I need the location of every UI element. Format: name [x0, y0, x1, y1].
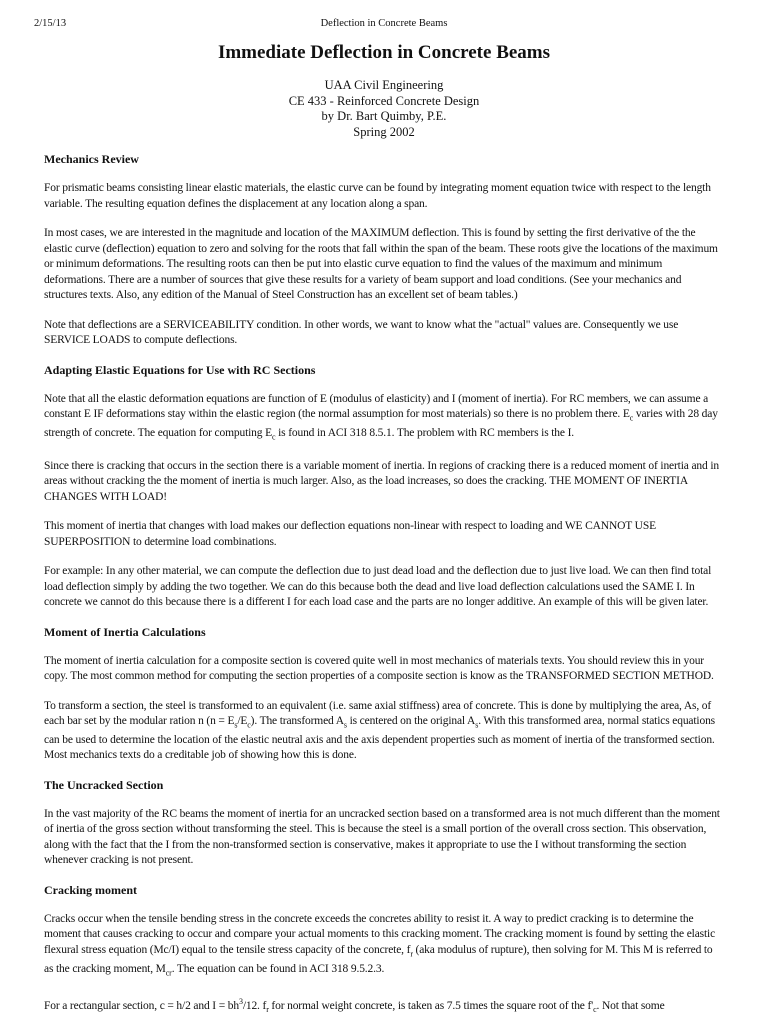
paragraph: In most cases, we are interested in the magnitude and location of the MAXIMUM deflection. This is found by setting the first derivative of the the elastic curve (deflection) equation to zero and solving for the roots that fall within the span of the beam. These roots give the locations of the maximum or minimum deformations. The resulting roots can then be put into elastic curve equation to find the values of the maximum and minimum deformations. There are a number of sources that give these results for a variety of beam support and load conditions. (See your mechanics and structures texts. Also, any edition of the Manual of Steel Construction has an excellent set of beam tables.) [44, 227, 718, 301]
paragraph-cut-off: For a rectangular section, c = h/2 and $I = bh^3/12$. $f_r$ for normal weight concrete, is taken as 7.5 times the square root of the $f'_c$. Not that some [44, 997, 665, 1015]
section-heading: Adapting Elastic Equations for Use with RC Sections [44, 362, 316, 377]
paragraph: In the vast majority of the RC beams the moment of inertia for an uncracked section based on a transformed area is not much different than the moment of inertia of the gross section without transforming the steel. This is because the steel is a small portion of the overall cross section. This observation, along with the fact that the I from the non-transformed section is conservative, makes it appropriate to use the I without transforming the section whenever cracking is not present. [44, 807, 720, 867]
byline-course: CE 433 - Reinforced Concrete Design [288, 93, 480, 108]
paragraph: Since there is cracking that occurs in the section there is a variable moment of inertia. In regions of cracking there is a reduced moment of inertia and in areas without cracking the the moment of inertia is much larger. Also, as the load increases, so does the cracking. THE MOMENT OF INERTIA CHANGES WITH LOAD! [44, 459, 719, 503]
section-heading: Cracking moment [44, 882, 137, 897]
document-body [44, 152, 724, 1020]
paragraph: Note that deflections are a SERVICEABILITY condition. In other words, we want to know what the "actual" values are. Consequently we use SERVICE LOADS to compute deflections. [44, 318, 679, 346]
paragraph: This moment of inertia that changes with load makes our deflection equations non-linear with respect to loading and WE CANNOT USE SUPERPOSITION to determine load combinations. [44, 520, 656, 548]
byline-author: by Dr. Bart Quimby, P.E. [321, 109, 447, 123]
paragraph: For example: In any other material, we can compute the deflection due to just dead load and the deflection due to just live load. We can then find total load deflection simply by adding the two together. We can do this because both the dead and live load deflection calculations used the SAME I. In concrete we cannot do this because there is a different I for each load case and the parts are no longer additive. An example of this will be given later. [44, 565, 712, 609]
paragraph: Note that all the elastic deformation equations are function of E (modulus of elasticity) and I (moment of inertia). For RC members, we can assume a constant E IF deformations stay within the elastic region (the normal assumption for most materials) so there is no problem there. $E_c$ varies with 28 day strength of concrete. The equation for computing $E_c$ is found in ACI 318 8.5.1. The problem with RC members is the I. [44, 392, 718, 442]
header-date: 2/15/13 [34, 18, 67, 29]
document-title: Immediate Deflection in Concrete Beams [217, 42, 551, 63]
paragraph: For prismatic beams consisting linear elastic materials, the elastic curve can be found by integrating moment equation twice with respect to the length variable. The resulting equation defines the displacement at any location along a span. [44, 182, 711, 210]
section-heading: Mechanics Review [44, 152, 139, 166]
header-doc-title: Deflection in Concrete Beams [320, 18, 448, 29]
byline-term: Spring 2002 [353, 124, 415, 139]
paragraph: The moment of inertia calculation for a composite section is covered quite well in most mechanics of materials texts. You should review this in your copy. The most common method for computing the section properties of a composite section is know as the TRANSFORMED SECTION METHOD. [44, 654, 714, 683]
section-heading: Moment of Inertia Calculations [44, 624, 206, 639]
paragraph: To transform a section, the steel is transformed to an equivalent (i.e. same axial stiffness) area of concrete. This is done by multiplying the area, As, of each bar set by the modular ration n $(n = E_s/E_c)$. The transformed $A_s$ is centered on the original $A_s$. With this transformed area, normal statics equations can be used to determine the location of the elastic neutral axis and the axis dependent properties such as moment of inertia of the transformed section. Most mechanics texts do a creditable job of showing how this is done. [44, 699, 716, 762]
paragraph: Cracks occur when the tensile bending stress in the concrete exceeds the concretes ability to resist it. A way to predict cracking is to determine the moment that causes cracking to occur and compare your actual moments to this cracking moment. The cracking moment is found by setting the elastic flexural stress equation (Mc/I) equal to the tensile stress capacity of the concrete, $f_r$ (aka modulus of rupture), then solving for M. This M is referred to as the cracking moment, $M_{cr}$. The equation can be found in ACI 318 9.5.2.3. [44, 912, 716, 977]
byline-department: UAA Civil Engineering [324, 78, 444, 92]
section-heading: The Uncracked Section [44, 777, 164, 792]
byline [0, 78, 768, 140]
